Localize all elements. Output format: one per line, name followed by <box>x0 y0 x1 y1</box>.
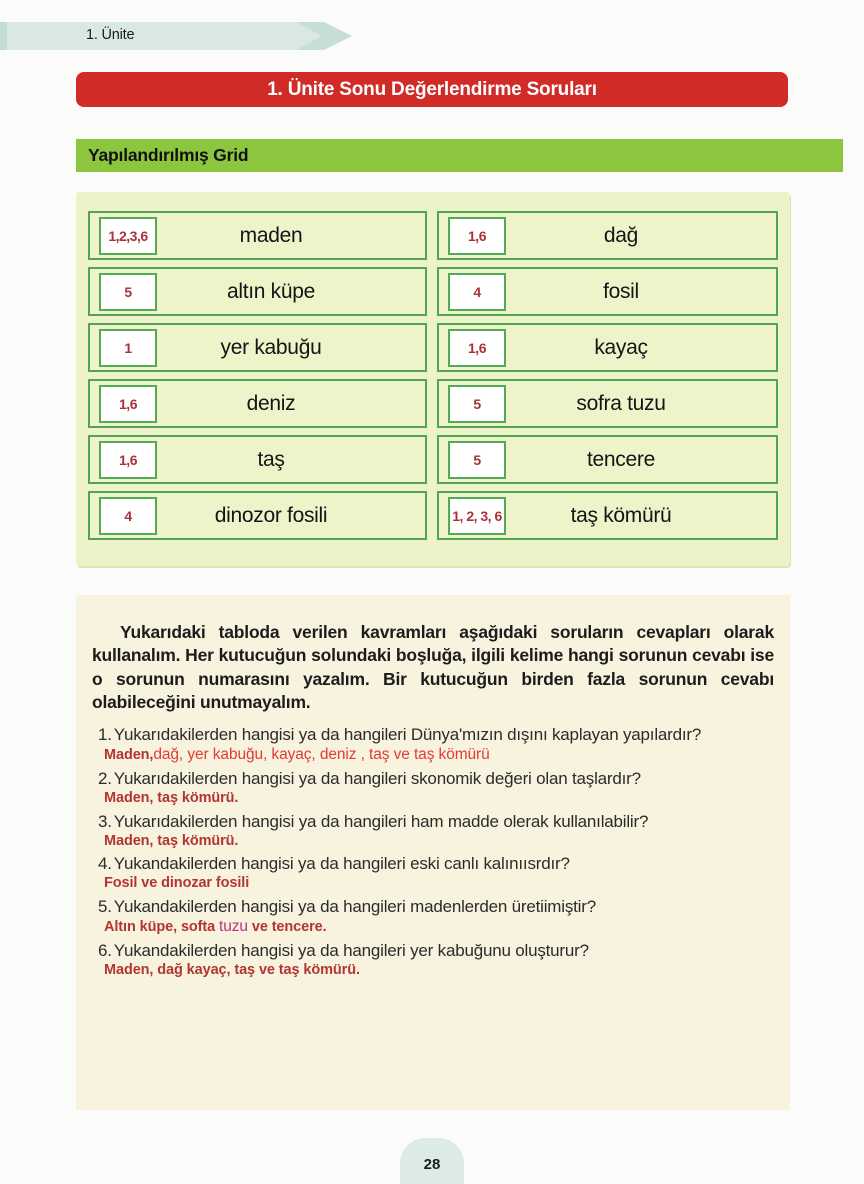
grid-row <box>88 379 427 428</box>
answer-numbers: 1,6 <box>468 339 486 356</box>
question-text <box>98 896 780 917</box>
grid-row <box>437 323 778 372</box>
answer-part: tuzu <box>219 918 248 936</box>
grid-row <box>88 491 427 540</box>
answer-numbers: 1,6 <box>119 395 137 412</box>
question-text <box>98 724 780 745</box>
answer-part: Maden, taş kömürü. <box>104 832 239 849</box>
page-number-tab <box>400 1138 464 1184</box>
grid-row <box>437 379 778 428</box>
term-label: deniz <box>246 391 296 415</box>
question-number: 1. <box>98 725 112 745</box>
question-text <box>98 768 780 789</box>
question-item <box>98 724 780 765</box>
answer-numbers: 5 <box>124 283 132 300</box>
question-body: Yukandakilerden hangisi ya da hangileri madenlerden üretiimiştir? <box>113 896 596 916</box>
question-item <box>98 811 780 851</box>
question-text <box>98 853 780 874</box>
term-label: tencere <box>587 447 655 471</box>
unit-header-strip <box>0 22 352 50</box>
grid-row <box>437 267 778 316</box>
question-body: Yukandakilerden hangisi ya da hangileri eski canlı kalınıısrdır? <box>113 854 570 874</box>
answer-numbers: 5 <box>473 395 481 412</box>
term-label: taş <box>257 447 285 471</box>
question-body: Yukarıdakilerden hangisi ya da hangileri Dünya'mızın dışını kaplayan yapılardır? <box>113 725 702 745</box>
answer-part: dağ, yer kabuğu, kayaç, deniz , taş ve taş kömürü <box>153 746 490 764</box>
question-number: 4. <box>98 854 112 874</box>
questions-list <box>98 724 780 979</box>
question-answer <box>104 918 780 937</box>
answer-box <box>99 497 157 535</box>
answer-numbers: 1,2,3,6 <box>108 227 148 244</box>
term-label: yer kabuğu <box>220 335 322 359</box>
term-label: kayaç <box>594 335 648 359</box>
grid-row <box>88 323 427 372</box>
answer-numbers: 1 <box>124 339 132 356</box>
answer-numbers: 4 <box>124 507 132 524</box>
unit-strip-edge <box>0 22 7 50</box>
answer-box <box>99 385 157 423</box>
answer-numbers: 1,6 <box>468 227 486 244</box>
unit-label: 1. Ünite <box>86 27 135 43</box>
question-number: 6. <box>98 940 112 960</box>
question-item <box>98 896 780 937</box>
grid-column-left <box>88 211 427 540</box>
page-number: 28 <box>423 1155 441 1173</box>
grid-row <box>437 211 778 260</box>
section-banner-text: Yapılandırılmış Grid <box>88 145 249 165</box>
question-number: 3. <box>98 811 112 831</box>
term-label: altın küpe <box>226 279 316 303</box>
answer-box <box>448 273 506 311</box>
question-answer <box>104 875 780 892</box>
answer-box <box>448 217 506 255</box>
instructions-paragraph: Yukarıdaki tabloda verilen kavramları aşağıdaki soruların cevapları olarak kullanalım. Her kutucuğun solundaki boşluğa, ilgili kelime hangi sorunun cevabı ise o sorunun numarasını yazalım. Bir kutucuğun birden fazla sorunun cevabı olabileceğini unutmayalım. <box>92 622 774 712</box>
term-label: sofra tuzu <box>576 391 666 415</box>
answer-part: Altın küpe, softa <box>104 919 220 936</box>
grid-row <box>88 267 427 316</box>
question-answer <box>104 962 780 979</box>
question-answer <box>104 833 780 850</box>
question-item <box>98 853 780 893</box>
answer-part: Maden, <box>104 747 154 764</box>
question-body: Yukandakilerden hangisi ya da hangileri yer kabuğunu oluşturur? <box>113 940 589 960</box>
section-banner <box>76 139 843 172</box>
question-body: Yukarıdakilerden hangisi ya da hangileri skonomik değeri olan taşlardır? <box>113 768 641 788</box>
grid-row <box>437 435 778 484</box>
term-label: taş kömürü <box>570 503 672 527</box>
structured-grid-panel <box>76 192 790 566</box>
answer-box <box>99 273 157 311</box>
title-banner-text: 1. Ünite Sonu Değerlendirme Soruları <box>267 78 597 100</box>
answer-numbers: 5 <box>473 451 481 468</box>
answer-numbers: 4 <box>473 283 481 300</box>
term-label: dinozor fosili <box>214 503 328 527</box>
answer-box <box>99 217 157 255</box>
term-label: maden <box>239 223 303 247</box>
answer-part: Maden, dağ kayaç, taş ve taş kömürü. <box>104 961 360 978</box>
answer-box <box>448 497 506 535</box>
grid-row <box>88 435 427 484</box>
answer-box <box>448 385 506 423</box>
grid-column-right <box>437 211 778 540</box>
grid-row <box>88 211 427 260</box>
answer-box <box>99 329 157 367</box>
content-panel <box>76 595 790 1110</box>
question-text <box>98 940 780 961</box>
grid-row <box>437 491 778 540</box>
answer-box <box>448 329 506 367</box>
answer-part: Fosil ve dinozar fosili <box>104 875 250 892</box>
question-number: 2. <box>98 768 112 788</box>
term-label: fosil <box>603 279 639 303</box>
question-item <box>98 768 780 808</box>
answer-numbers: 1,6 <box>119 451 137 468</box>
question-answer <box>104 746 780 765</box>
answer-numbers: 1, 2, 3, 6 <box>452 507 502 524</box>
title-banner <box>76 72 788 107</box>
unit-strip-background <box>0 22 352 50</box>
question-body: Yukarıdakilerden hangisi ya da hangileri ham madde olerak kullanılabilir? <box>113 811 649 831</box>
term-label: dağ <box>603 223 639 247</box>
question-number: 5. <box>98 896 112 916</box>
question-text <box>98 811 780 832</box>
question-item <box>98 940 780 980</box>
answer-box <box>99 441 157 479</box>
answer-box <box>448 441 506 479</box>
answer-part: ve tencere. <box>247 919 327 936</box>
question-answer <box>104 790 780 807</box>
answer-part: Maden, taş kömürü. <box>104 790 239 807</box>
